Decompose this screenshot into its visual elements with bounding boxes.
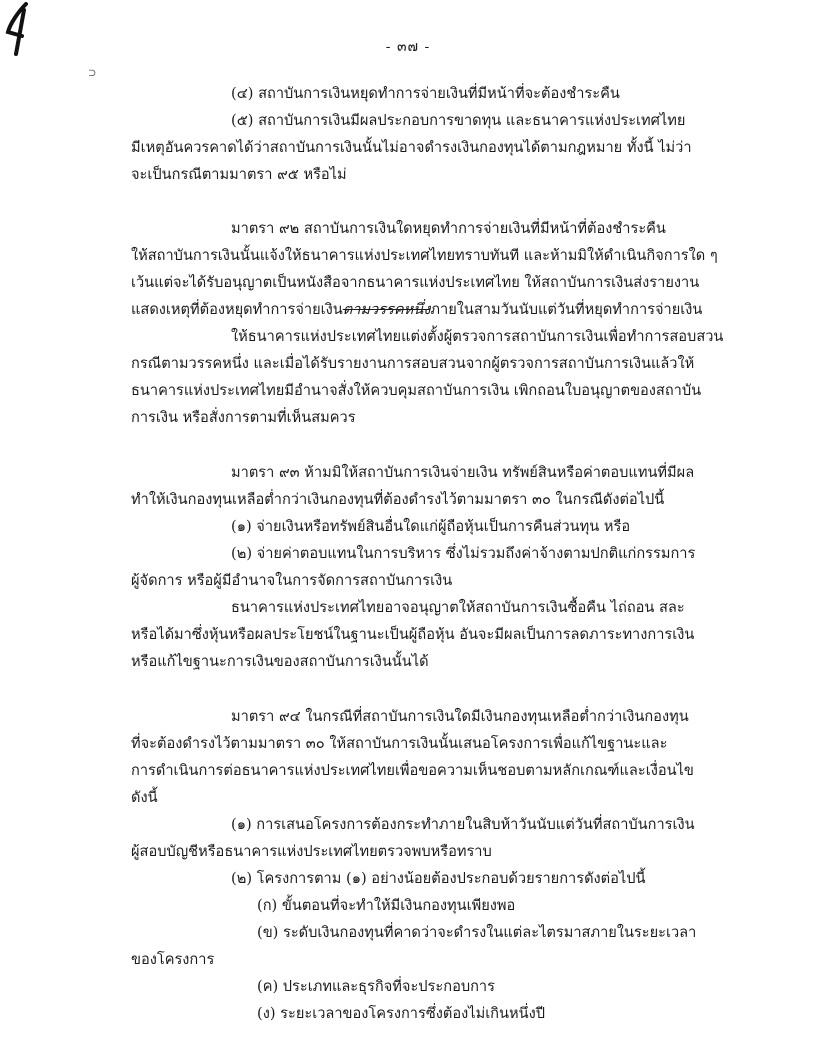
- paragraph-line: [131, 300, 702, 320]
- sub-clause-d: (ง) ระยะเวลาของโครงการซึ่งต้องไม่เกินหนึ่งปี: [257, 1005, 545, 1022]
- clause-1: (๑) จ่ายเงินหรือทรัพย์สินอื่นใดแก่ผู้ถือหุ้นเป็นการคืนส่วนทุน หรือ: [231, 518, 631, 535]
- paragraph-line: ธนาคารแห่งประเทศไทยอาจอนุญาตให้สถาบันการเงินซื้อคืน ไถ่ถอน สละ: [231, 599, 685, 616]
- paragraph-line: ผู้จัดการ หรือผู้มีอำนาจในการจัดการสถาบันการเงิน: [131, 572, 453, 589]
- text-segment: ภายในสามวันนับแต่วันที่หยุดทำการจ่ายเงิน: [430, 301, 703, 318]
- paragraph-line: ให้สถาบันการเงินนั้นแจ้งให้ธนาคารแห่งประเทศไทยทราบทันที และห้ามมิให้ดำเนินกิจการใด ๆ: [131, 247, 718, 264]
- clause-2: (๒) จ่ายค่าตอบแทนในการบริหาร ซึ่งไม่รวมถึงค่าจ้างตามปกติแก่กรรมการ: [231, 545, 696, 562]
- paragraph-line: จะเป็นกรณีตามมาตรา ๙๕ หรือไม่: [131, 166, 347, 183]
- paragraph-line: ผู้สอบบัญชีหรือธนาคารแห่งประเทศไทยตรวจพบหรือทราบ: [131, 843, 492, 860]
- paragraph-line: ให้ธนาคารแห่งประเทศไทยแต่งตั้งผู้ตรวจการสถาบันการเงินเพื่อทำการสอบสวน: [231, 328, 724, 345]
- clause-2: (๒) โครงการตาม (๑) อย่างน้อยต้องประกอบด้วยรายการดังต่อไปนี้: [231, 870, 646, 887]
- clause-4: (๔) สถาบันการเงินหยุดทำการจ่ายเงินที่มีหน้าที่จะต้องชำระคืน: [231, 85, 620, 102]
- paragraph-line: ทำให้เงินกองทุนเหลือต่ำกว่าเงินกองทุนที่ต้องดำรงไว้ตามมาตรา ๓๐ ในกรณีดังต่อไปนี้: [131, 491, 665, 508]
- clause-1: (๑) การเสนอโครงการต้องกระทำภายในสิบห้าวันนับแต่วันที่สถาบันการเงิน: [231, 816, 695, 833]
- paragraph-line: กรณีตามวรรคหนึ่ง และเมื่อได้รับรายงานการสอบสวนจากผู้ตรวจการสถาบันการเงินแล้วให้: [131, 355, 695, 372]
- section-94-heading: มาตรา ๙๔ ในกรณีที่สถาบันการเงินใดมีเงินกองทุนเหลือต่ำกว่าเงินกองทุน: [231, 708, 689, 725]
- handwritten-insertion: ตามวรรคหนึ่ง: [342, 301, 431, 318]
- paragraph-line: เว้นแต่จะได้รับอนุญาตเป็นหนังสือจากธนาคารแห่งประเทศไทย ให้สถาบันการเงินส่งรายงาน: [131, 274, 700, 291]
- paragraph-line: ธนาคารแห่งประเทศไทยมีอำนาจสั่งให้ควบคุมสถาบันการเงิน เพิกถอนใบอนุญาตของสถาบัน: [131, 382, 702, 399]
- text-segment: แสดงเหตุที่ต้องหยุดทำการจ่ายเงิน: [131, 301, 343, 318]
- sub-clause-c: (ค) ประเภทและธุรกิจที่จะประกอบการ: [257, 978, 495, 995]
- paragraph-line: หรือแก้ไขฐานะการเงินของสถาบันการเงินนั้นได้: [131, 653, 429, 670]
- section-93-heading: มาตรา ๙๓ ห้ามมิให้สถาบันการเงินจ่ายเงิน ทรัพย์สินหรือค่าตอบแทนที่มีผล: [231, 464, 695, 481]
- paragraph-line: มีเหตุอันควรคาดได้ว่าสถาบันการเงินนั้นไม่อาจดำรงเงินกองทุนได้ตามกฎหมาย ทั้งนี้ ไม่ว่า: [131, 139, 692, 156]
- paragraph-line: การดำเนินการต่อธนาคารแห่งประเทศไทยเพื่อขอความเห็นชอบตามหลักเกณฑ์และเงื่อนไข: [131, 762, 694, 779]
- stray-mark: ⊃: [88, 68, 97, 79]
- page-number: - ๓๗ -: [385, 39, 431, 55]
- sub-clause-b: (ข) ระดับเงินกองทุนที่คาดว่าจะดำรงในแต่ละไตรมาสภายในระยะเวลา: [257, 924, 697, 941]
- paragraph-line: ดังนี้: [131, 789, 158, 806]
- sub-clause-a: (ก) ขั้นตอนที่จะทำให้มีเงินกองทุนเพียงพอ: [257, 897, 516, 914]
- paragraph-line: ของโครงการ: [131, 951, 215, 968]
- clause-5: (๕) สถาบันการเงินมีผลประกอบการขาดทุน และธนาคารแห่งประเทศไทย: [231, 112, 686, 129]
- paragraph-line: การเงิน หรือสั่งการตามที่เห็นสมควร: [131, 409, 356, 426]
- section-92-heading: มาตรา ๙๒ สถาบันการเงินใดหยุดทำการจ่ายเงินที่มีหน้าที่ต้องชำระคืน: [231, 220, 666, 237]
- paragraph-line: หรือได้มาซึ่งหุ้นหรือผลประโยชน์ในฐานะเป็นผู้ถือหุ้น อันจะมีผลเป็นการลดภาระทางการเงิน: [131, 626, 695, 643]
- paragraph-line: ที่จะต้องดำรงไว้ตามมาตรา ๓๐ ให้สถาบันการเงินนั้นเสนอโครงการเพื่อแก้ไขฐานะและ: [131, 735, 668, 752]
